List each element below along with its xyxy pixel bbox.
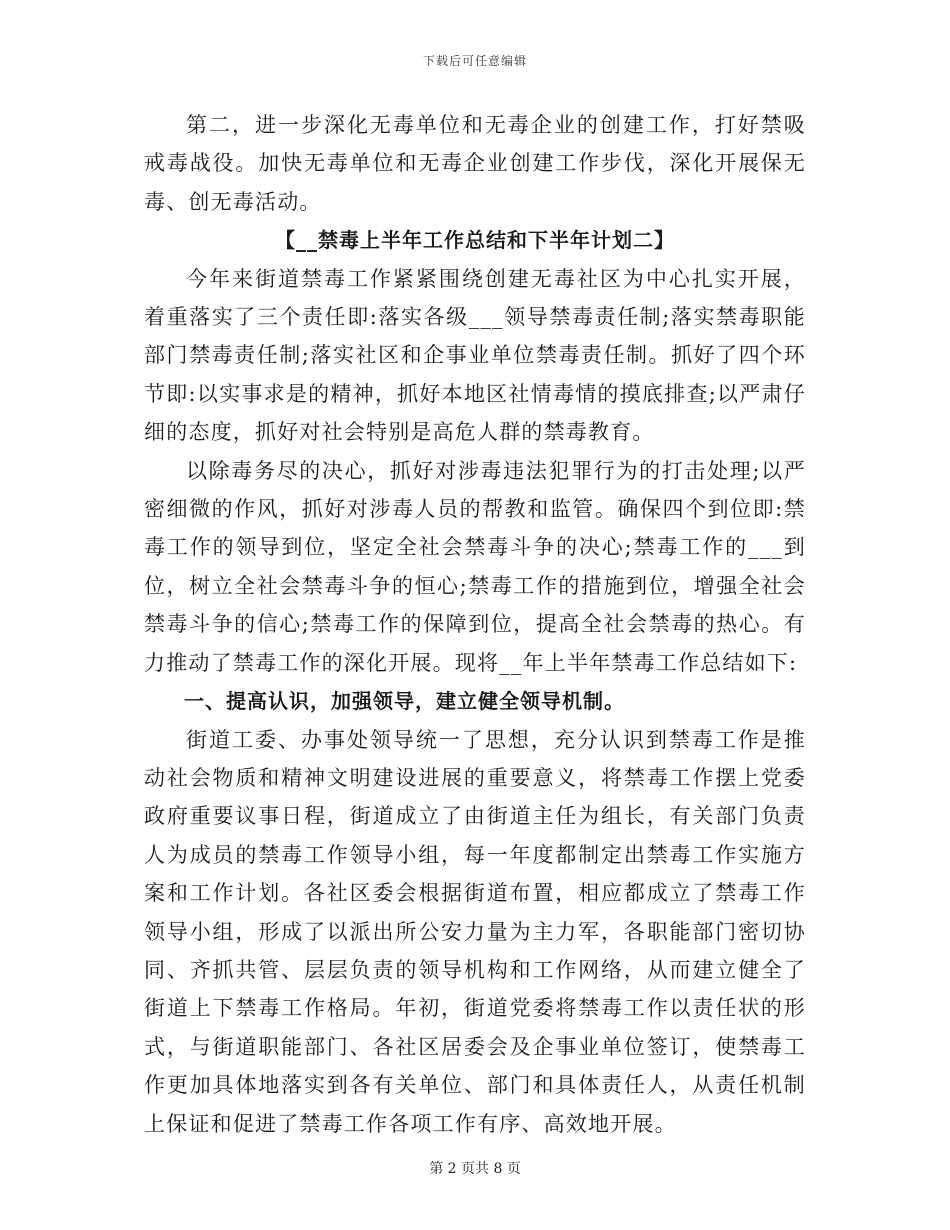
section-title: 【__禁毒上半年工作总结和下半年计划二】 — [275, 228, 675, 253]
paragraph-4: 街道工委、办事处领导统一了思想，充分认识到禁毒工作是推动社会物质和精神文明建设进展的重要意义，将禁毒工作摆上党委政府重要议事日程，街道成立了由街道主任为组长，有关部门负责人为成员的禁毒工作领导小组，每一年度都制定出禁毒工作实施方案和工作计划。各社区委会根据街道布置，相应都成立了禁毒工作领导小组，形成了以派出所公安力量为主力军，各职能部门密切协同、齐抓共管、层层负责的领导机构和工作网络，从而建立健全了街道上下禁毒工作格局。年初，街道党委将禁毒工作以责任状的形式，与街道职能部门、各社区居委会及企事业单位签订，使禁毒工作更加具体地落实到各有关单位、部门和具体责任人，从责任机制上保证和促进了禁毒工作各项工作有序、高效地开展。 — [144, 727, 806, 1136]
paragraph-2: 今年来街道禁毒工作紧紧围绕创建无毒社区为中心扎实开展，着重落实了三个责任即:落实各级___领导禁毒责任制;落实禁毒职能部门禁毒责任制;落实社区和企事业单位禁毒责任制。抓好了四个环节即:以实事求是的精神，抓好本地区社情毒情的摸底排查;以严肃仔细的态度，抓好对社会特别是高危人群的禁毒教育。 — [144, 266, 806, 445]
document-body — [144, 106, 806, 1143]
page-number: 第 2 页共 8 页 — [429, 1161, 521, 1177]
heading-1: 一、提高认识，加强领导，建立健全领导机制。 — [184, 689, 625, 714]
paragraph-1: 第二，进一步深化无毒单位和无毒企业的创建工作，打好禁吸戒毒战役。加快无毒单位和无毒企业创建工作步伐，深化开展保无毒、创无毒活动。 — [144, 113, 806, 214]
running-header: 下载后可任意编辑 — [422, 54, 527, 68]
paragraph-3: 以除毒务尽的决心，抓好对涉毒违法犯罪行为的打击处理;以严密细微的作风，抓好对涉毒人员的帮教和监管。确保四个到位即:禁毒工作的领导到位，坚定全社会禁毒斗争的决心;禁毒工作的___到位，树立全社会禁毒斗争的恒心;禁毒工作的措施到位，增强全社会禁毒斗争的信心;禁毒工作的保障到位，提高全社会禁毒的热心。有力推动了禁毒工作的深化开展。现将__年上半年禁毒工作总结如下: — [144, 458, 806, 675]
